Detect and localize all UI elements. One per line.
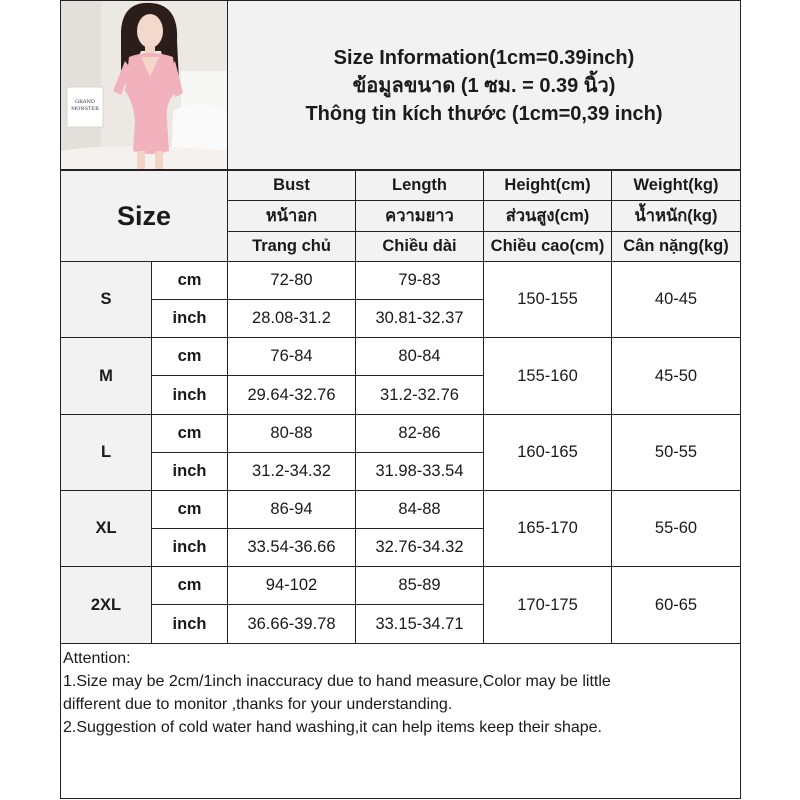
bust-cm-xl: 86-94 [270, 500, 313, 518]
weight-m: 45-50 [654, 366, 698, 385]
bust-cm-2xl: 94-102 [265, 576, 318, 594]
grid-line [227, 0, 228, 643]
bust-header-vi: Trang chủ [228, 232, 355, 261]
grid-line [151, 299, 484, 300]
weight-header-vi: Cân nặng(kg) [612, 232, 740, 261]
length-cm-2xl: 85-89 [398, 576, 441, 594]
length-cm-xl: 84-88 [398, 500, 441, 518]
height-header-en: Height(cm) [484, 171, 611, 200]
photo-sign: GRAND MONSTER [71, 99, 99, 112]
height-xl: 165-170 [517, 519, 578, 537]
size-label-xl: XL [95, 519, 117, 537]
size-label-2xl: 2XL [90, 595, 122, 614]
length-header-vi: Chiều dài [356, 232, 483, 261]
unit-cm-m: cm [177, 347, 202, 365]
height-header-th: ส่วนสูง(cm) [484, 201, 611, 231]
unit-inch-s: inch [172, 309, 207, 327]
size-info-title [228, 44, 740, 128]
height-2xl: 170-175 [517, 595, 578, 614]
weight-2xl: 60-65 [654, 595, 698, 614]
length-cm-s: 79-83 [398, 271, 441, 289]
bust-cm-l: 80-88 [270, 424, 313, 442]
bust-inch-xl: 33.54-36.66 [247, 538, 336, 556]
grid-line [151, 528, 484, 529]
note-1-line-2: different due to monitor ,thanks for your understanding. [63, 696, 453, 713]
unit-inch-2xl: inch [172, 614, 207, 633]
unit-cm-xl: cm [177, 500, 202, 518]
attention-heading: Attention: [63, 650, 131, 667]
grid-line [227, 231, 741, 232]
grid-line [60, 490, 741, 491]
length-cm-m: 80-84 [398, 347, 441, 365]
length-inch-2xl: 33.15-34.71 [375, 614, 464, 633]
length-inch-s: 30.81-32.37 [375, 309, 464, 327]
bust-inch-s: 28.08-31.2 [252, 309, 331, 327]
weight-header-en: Weight(kg) [612, 171, 740, 200]
grid-line [151, 452, 484, 453]
height-l: 160-165 [517, 443, 578, 461]
bust-inch-m: 29.64-32.76 [247, 385, 336, 404]
length-header-en: Length [356, 171, 483, 200]
grid-line [60, 261, 741, 262]
length-inch-m: 31.2-32.76 [380, 385, 459, 404]
title-vietnamese: Thông tin kích thước (1cm=0,39 inch) [305, 103, 663, 125]
bust-header-th: หน้าอก [228, 201, 355, 231]
product-photo [61, 1, 227, 169]
size-label-l: L [100, 443, 112, 461]
length-inch-xl: 32.76-34.32 [375, 538, 464, 556]
weight-header-th: น้ำหนัก(kg) [612, 201, 740, 231]
unit-cm-2xl: cm [177, 576, 202, 594]
note-1-line-1: 1.Size may be 2cm/1inch inaccuracy due to hand measure,Color may be little [63, 673, 611, 690]
grid-line [151, 604, 484, 605]
note-2: 2.Suggestion of cold water hand washing,it can help items keep their shape. [63, 719, 602, 736]
grid-line [60, 169, 741, 171]
length-cm-l: 82-86 [398, 424, 441, 442]
bust-header-en: Bust [228, 171, 355, 200]
weight-s: 40-45 [654, 290, 698, 308]
unit-inch-l: inch [172, 462, 207, 480]
size-label-m: M [99, 366, 113, 385]
grid-line [151, 261, 152, 643]
grid-line [151, 375, 484, 376]
title-thai: ข้อมูลขนาด (1 ซม. = 0.39 นิ้ว) [352, 75, 616, 97]
title-english: Size Information(1cm=0.39inch) [333, 47, 635, 69]
bust-cm-m: 76-84 [270, 347, 313, 365]
model-illustration [61, 1, 227, 169]
grid-line [60, 337, 741, 338]
size-column-header: Size [61, 171, 227, 261]
grid-line [483, 169, 484, 643]
bust-cm-s: 72-80 [270, 271, 313, 289]
grid-line [60, 643, 741, 644]
weight-l: 50-55 [654, 443, 698, 461]
length-inch-l: 31.98-33.54 [375, 462, 464, 480]
length-header-th: ความยาว [356, 201, 483, 231]
unit-inch-m: inch [172, 385, 207, 404]
size-label-s: S [100, 290, 112, 308]
unit-inch-xl: inch [172, 538, 207, 556]
grid-line [227, 200, 741, 201]
unit-cm-l: cm [177, 424, 202, 442]
grid-line [611, 169, 612, 643]
bust-inch-l: 31.2-34.32 [252, 462, 331, 480]
height-m: 155-160 [517, 366, 578, 385]
grid-line [355, 169, 356, 643]
height-header-vi: Chiều cao(cm) [484, 232, 611, 261]
grid-line [60, 566, 741, 567]
height-s: 150-155 [517, 290, 578, 308]
weight-xl: 55-60 [654, 519, 698, 537]
unit-cm-s: cm [177, 271, 202, 289]
bust-inch-2xl: 36.66-39.78 [247, 614, 336, 633]
grid-line [60, 414, 741, 415]
attention-notes [63, 647, 735, 739]
